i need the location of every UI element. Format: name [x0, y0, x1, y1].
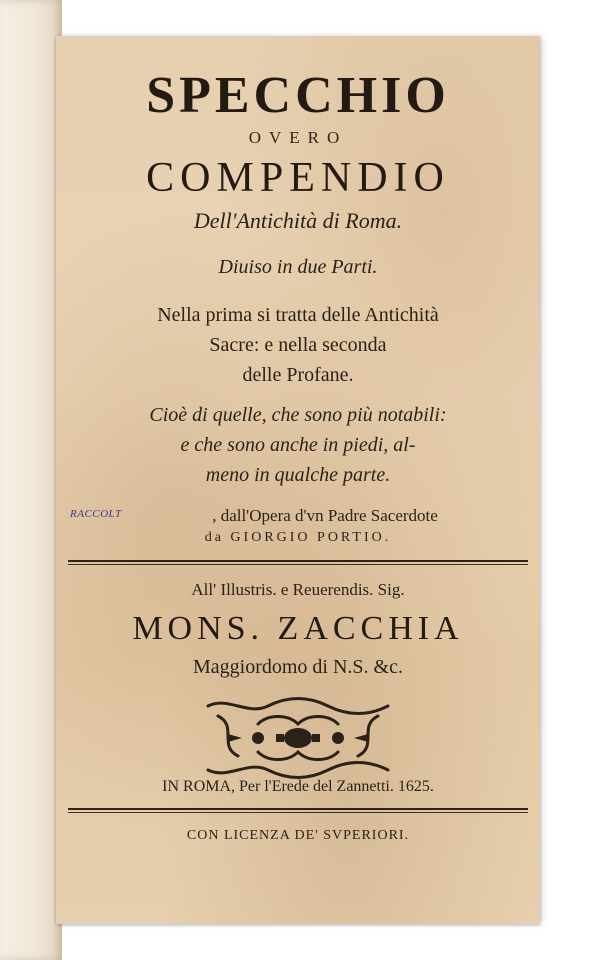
description-line-3: delle Profane. [242, 364, 354, 386]
top-rule-thin [68, 564, 528, 565]
subtitle: Dell'Antichità di Roma. [193, 208, 403, 233]
italic-line-2: e che sono anche in piedi, al- [180, 434, 416, 456]
title-page [56, 36, 540, 924]
title-overo: OVERO [248, 128, 348, 147]
author-line: da GIORGIO PORTIO. [204, 530, 392, 545]
printers-ornament-icon [198, 696, 398, 780]
dedicatee-title: Maggiordomo di N.S. &c. [193, 656, 403, 678]
bottom-rule [68, 808, 528, 810]
bottom-rule-thin [68, 812, 528, 813]
dedication-line: All' Illustris. e Reuerendis. Sig. [191, 580, 405, 599]
title-specchio: SPECCHIO [146, 67, 450, 124]
top-rule [68, 560, 528, 562]
handwritten-note: RACCOLT [70, 508, 122, 520]
italic-line-3: meno in qualche parte. [205, 464, 391, 486]
parts-line: Diuiso in due Parti. [218, 256, 378, 278]
description-line-2: Sacre: e nella seconda [209, 334, 387, 356]
dedicatee-name: MONS. ZACCHIA [132, 610, 464, 647]
title-compendio: COMPENDIO [146, 155, 450, 201]
source-line: , dall'Opera d'vn Padre Sacerdote [212, 506, 438, 525]
imprint-line: IN ROMA, Per l'Erede del Zannetti. 1625. [162, 778, 434, 795]
description-line-1: Nella prima si tratta delle Antichità [157, 304, 439, 326]
license-line: CON LICENZA DE' SVPERIORI. [186, 828, 410, 843]
italic-line-1: Cioè di quelle, che sono più notabili: [149, 404, 447, 426]
flyleaf [0, 0, 62, 960]
